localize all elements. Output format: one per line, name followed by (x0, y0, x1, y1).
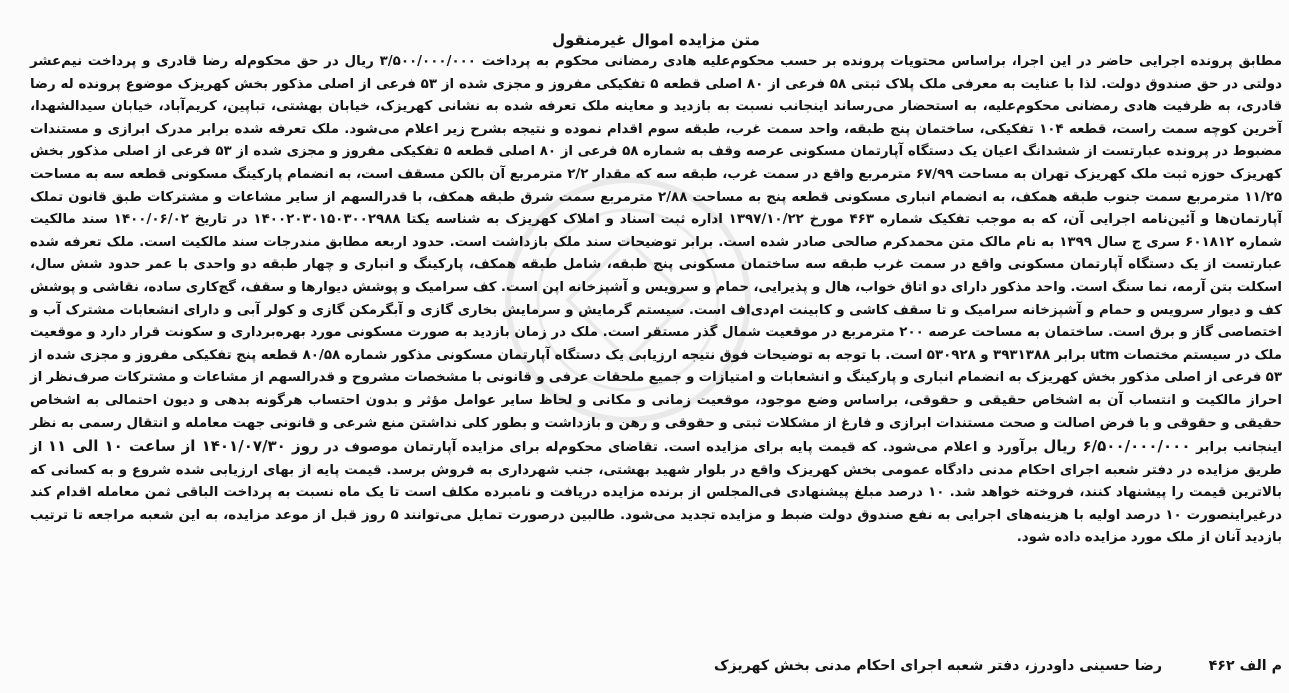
reference-code: م الف ۴۶۲ (1208, 658, 1282, 674)
notice-body-part-2: برآورد و اعلام می‌شود. که قیمت پایه برای مزایده است. تقاضای محکوم‌له برای مزایده آپارتمان موصوف در (318, 440, 1044, 456)
signatory: رضا حسینی داودرز، دفتر شعبه اجرای احکام مدنی بخش کهریزک (713, 658, 1162, 674)
auction-notice (30, 30, 1282, 690)
base-price: ۶/۵۰۰/۰۰۰/۰۰۰ ریال (1043, 437, 1191, 456)
notice-body (30, 51, 1282, 550)
notice-body-part-1: مطابق پرونده اجرایی حاضر در این اجرا، براساس محتویات پرونده بر حسب محکوم‌علیه هادی رمضانی محکوم به پرداخت ۳/۵۰۰/۰۰۰/۰۰۰ ریال در حق محکوم‌له رضا قادری و پرداخت نیم‌عشر دولتی در حق صندوق دولت. لذا با عنایت به معرفی ملک پلاک ثبتی ۵۸ فرعی از ۸۰ اصلی قطعه ۵ تفکیکی مفروز و مجزی شده از ۵۳ فرعی از اصلی مذکور بخش کهریزک موضوع پرونده له رضا قادری، به ظرفیت هادی رمضانی محکوم‌علیه، به استحضار می‌رساند اینجانب نسبت به بازدید و معاینه ملک تعرفه شده به نشانی کهریزک، خیابان بهشتی، تباپین، کریم‌آباد، خیابان سیدالشهدا، آخرین کوچه سمت راست، قطعه ۱۰۴ تفکیکی، ساختمان پنج طبقه، واحد سمت غرب، طبقه سوم اقدام نموده و نتیجه بشرح زیر اعلام می‌شود. ملک تعرفه شده برابر مدرک ابرازی و مستندات مضبوط در پرونده عبارتست از ششدانگ اعیان یک دستگاه آپارتمان مسکونی عرصه وقف به شماره ۵۸ فرعی از ۸۰ اصلی قطعه ۵ تفکیکی مفروز و مجزی شده از ۵۳ فرعی از اصلی مذکور بخش کهریزک حوزه ثبت ملک کهریزک تهران به مساحت ۶۷/۹۹ مترمربع واقع در سمت غرب، طبقه سه که مقدار ۲/۲ مترمربع آن بالکن مسقف است، به انضمام پارکینگ مسکونی قطعه سه به مساحت ۱۱/۲۵ مترمربع سمت جنوب طبقه همکف، به انضمام انباری مسکونی قطعه پنج به مساحت ۲/۸۸ مترمربع سمت شرق طبقه همکف، با قدرالسهم از سایر مشاعات و مشترکات طبق قانون تملک آپارتمان‌ها و آئین‌نامه اجرایی آن، که به موجب تفکیک شماره ۴۶۳ مورخ ۱۳۹۷/۱۰/۲۲ اداره ثبت اسناد و املاک کهریزک به شناسه یکتا ۱۴۰۰۲۰۳۰۱۵۰۳۰۰۲۹۸۸ در تاریخ ۱۴۰۰/۰۶/۰۲ سند مالکیت شماره ۶۰۱۸۱۲ سری ج سال ۱۳۹۹ به نام مالک متن محمدکرم صالحی صادر شده است. برابر توضیحات سند ملک بازداشت است. حدود اربعه مطابق مندرجات سند مالکیت است. ملک تعرفه شده عبارتست از یک دستگاه آپارتمان مسکونی واقع در سمت غرب طبقه سه ساختمان مسکونی پنج طبقه، شامل طبقه همکف، پارکینگ و انباری و چهار طبقه دو واحدی با عمر حدود شش سال، اسکلت بتن آرمه، نما سنگ است. واحد مذکور دارای دو اتاق خواب، هال و پذیرایی، حمام و سرویس و آشپزخانه اپن است. کف سرامیک و پوشش دیوارها و سقف، گچ‌کاری ساده، نقاشی و پوشش کف و دیوار سرویس و حمام و آشپزخانه سرامیک و تا سقف کاشی و کابینت ام‌دی‌اف است. سیستم گرمایش و سرمایش بخاری گازی و آبگرمکن گازی و کولر آبی و دارای انشعابات مشترک آب و اختصاصی گاز و برق است. ساختمان به مساحت عرصه ۲۰۰ مترمربع در موقعیت شمال گذر مستقر است. ملک در زمان بازدید به صورت مسکونی مورد بهره‌برداری و سکونت قرار دارد و موقعیت ملک در سیستم مختصات utm برابر ۳۹۳۱۳۸۸ و ۵۳۰۹۲۸ است. با توجه به توضیحات فوق نتیجه ارزیابی یک دستگاه آپارتمان مسکونی مذکور شماره ۸۰/۵۸ قطعه پنج تفکیکی مفروز و مجزی شده از ۵۳ فرعی از اصلی مذکور بخش کهریزک به انضمام انباری و پارکینگ و انشعابات و امتیازات و جمیع ملحقات عرفی و قانونی با مشخصات مشروح و قدرالسهم از مشاعات و مشترکات صرف‌نظر از احراز مالکیت و انتساب آن به اشخاص حقیقی و حقوقی، براساس وضع موجود، موقعیت زمانی و مکانی و لحاظ سایر عوامل مؤثر و بدون احتساب هرگونه بدهی و دیون احتمالی به اشخاص حقیقی و حقوقی و با فرض اصالت و صحت مستندات ابرازی و فارغ از مشکلات ثبتی و حقوقی و رهن و بازداشت و بطور کلی نداشتن منع شرعی و قانونی جهت معامله و انتقال رسمی به نظر اینجانب برابر (30, 54, 1283, 456)
auction-date-time: روز ۱۴۰۱/۰۷/۳۰ از ساعت ۱۰ الی ۱۱ (47, 437, 319, 456)
notice-body-part-3: از طریق مزایده در دفتر شعبه اجرای احکام مدنی دادگاه عمومی بخش کهریزک واقع در بلوار شهید بهشتی، جنب شهرداری به فروش برسد. قیمت پایه از بهای ارزیابی شده شروع و به کسانی که بالاترین قیمت را پیشنهاد کنند، فروخته خواهد شد. ۱۰ درصد مبلغ پیشنهادی فی‌المجلس از برنده مزایده دریافت و نامبرده مکلف است تا یک ماه نسبت به پرداخت الباقی ثمن معامله اقدام کند درغیراینصورت ۱۰ درصد اولیه با هزینه‌های اجرایی به نفع صندوق دولت ضبط و مزایده تجدید می‌شود. طالبین درصورت تمایل می‌توانند ۵ روز قبل از موعد مزایده، به این شعبه مراجعه تا ترتیب بازدید آنان از ملک مورد مزایده داده شود. (30, 440, 1283, 546)
signature-row (30, 658, 1282, 682)
notice-title: متن مزایده اموال غیرمنقول (552, 31, 760, 49)
